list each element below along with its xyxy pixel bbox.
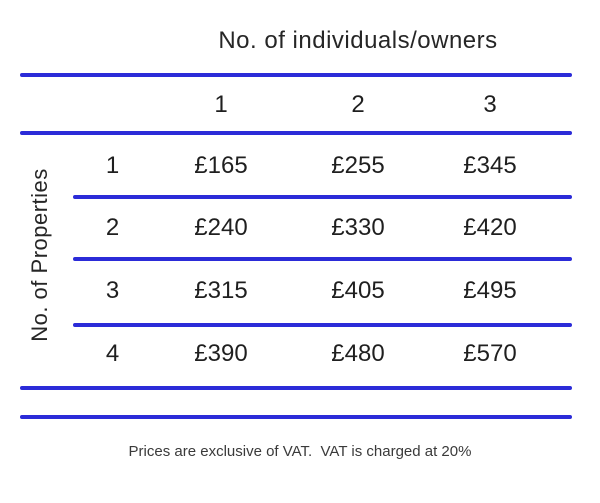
- price-cell: £405: [331, 276, 385, 304]
- column-axis-title: No. of individuals/owners: [218, 27, 498, 54]
- row-header: 3: [105, 276, 120, 304]
- price-cell: £240: [194, 214, 248, 241]
- divider-below-title: [20, 73, 572, 77]
- divider-row-2-3: [73, 257, 572, 261]
- vat-footnote: Prices are exclusive of VAT. VAT is charged at 20%: [128, 443, 472, 460]
- price-cell: £315: [194, 276, 248, 304]
- column-header-3: 3: [483, 91, 497, 118]
- column-header-2: 2: [351, 91, 365, 118]
- row-header: 2: [105, 214, 120, 241]
- divider-footer: [20, 415, 572, 419]
- price-cell: £420: [463, 214, 517, 241]
- price-cell: £390: [194, 340, 248, 367]
- column-header-spacer: [75, 79, 150, 131]
- divider-row-3-4: [73, 323, 572, 327]
- price-cell: £480: [331, 340, 385, 367]
- column-header-1: 1: [214, 91, 228, 118]
- price-cell: £345: [463, 152, 517, 179]
- price-cell: £255: [331, 152, 385, 179]
- row-axis-title: No. of Properties: [27, 168, 52, 342]
- price-cell: £330: [331, 214, 385, 241]
- price-cell: £165: [194, 152, 248, 179]
- divider-row-1-2: [73, 195, 572, 199]
- row-header: 1: [105, 152, 120, 179]
- divider-table-bottom: [20, 386, 572, 390]
- column-headers-row: [75, 79, 572, 131]
- price-cell: £495: [463, 276, 517, 304]
- row-header: 4: [105, 340, 120, 367]
- price-cell: £570: [463, 340, 517, 367]
